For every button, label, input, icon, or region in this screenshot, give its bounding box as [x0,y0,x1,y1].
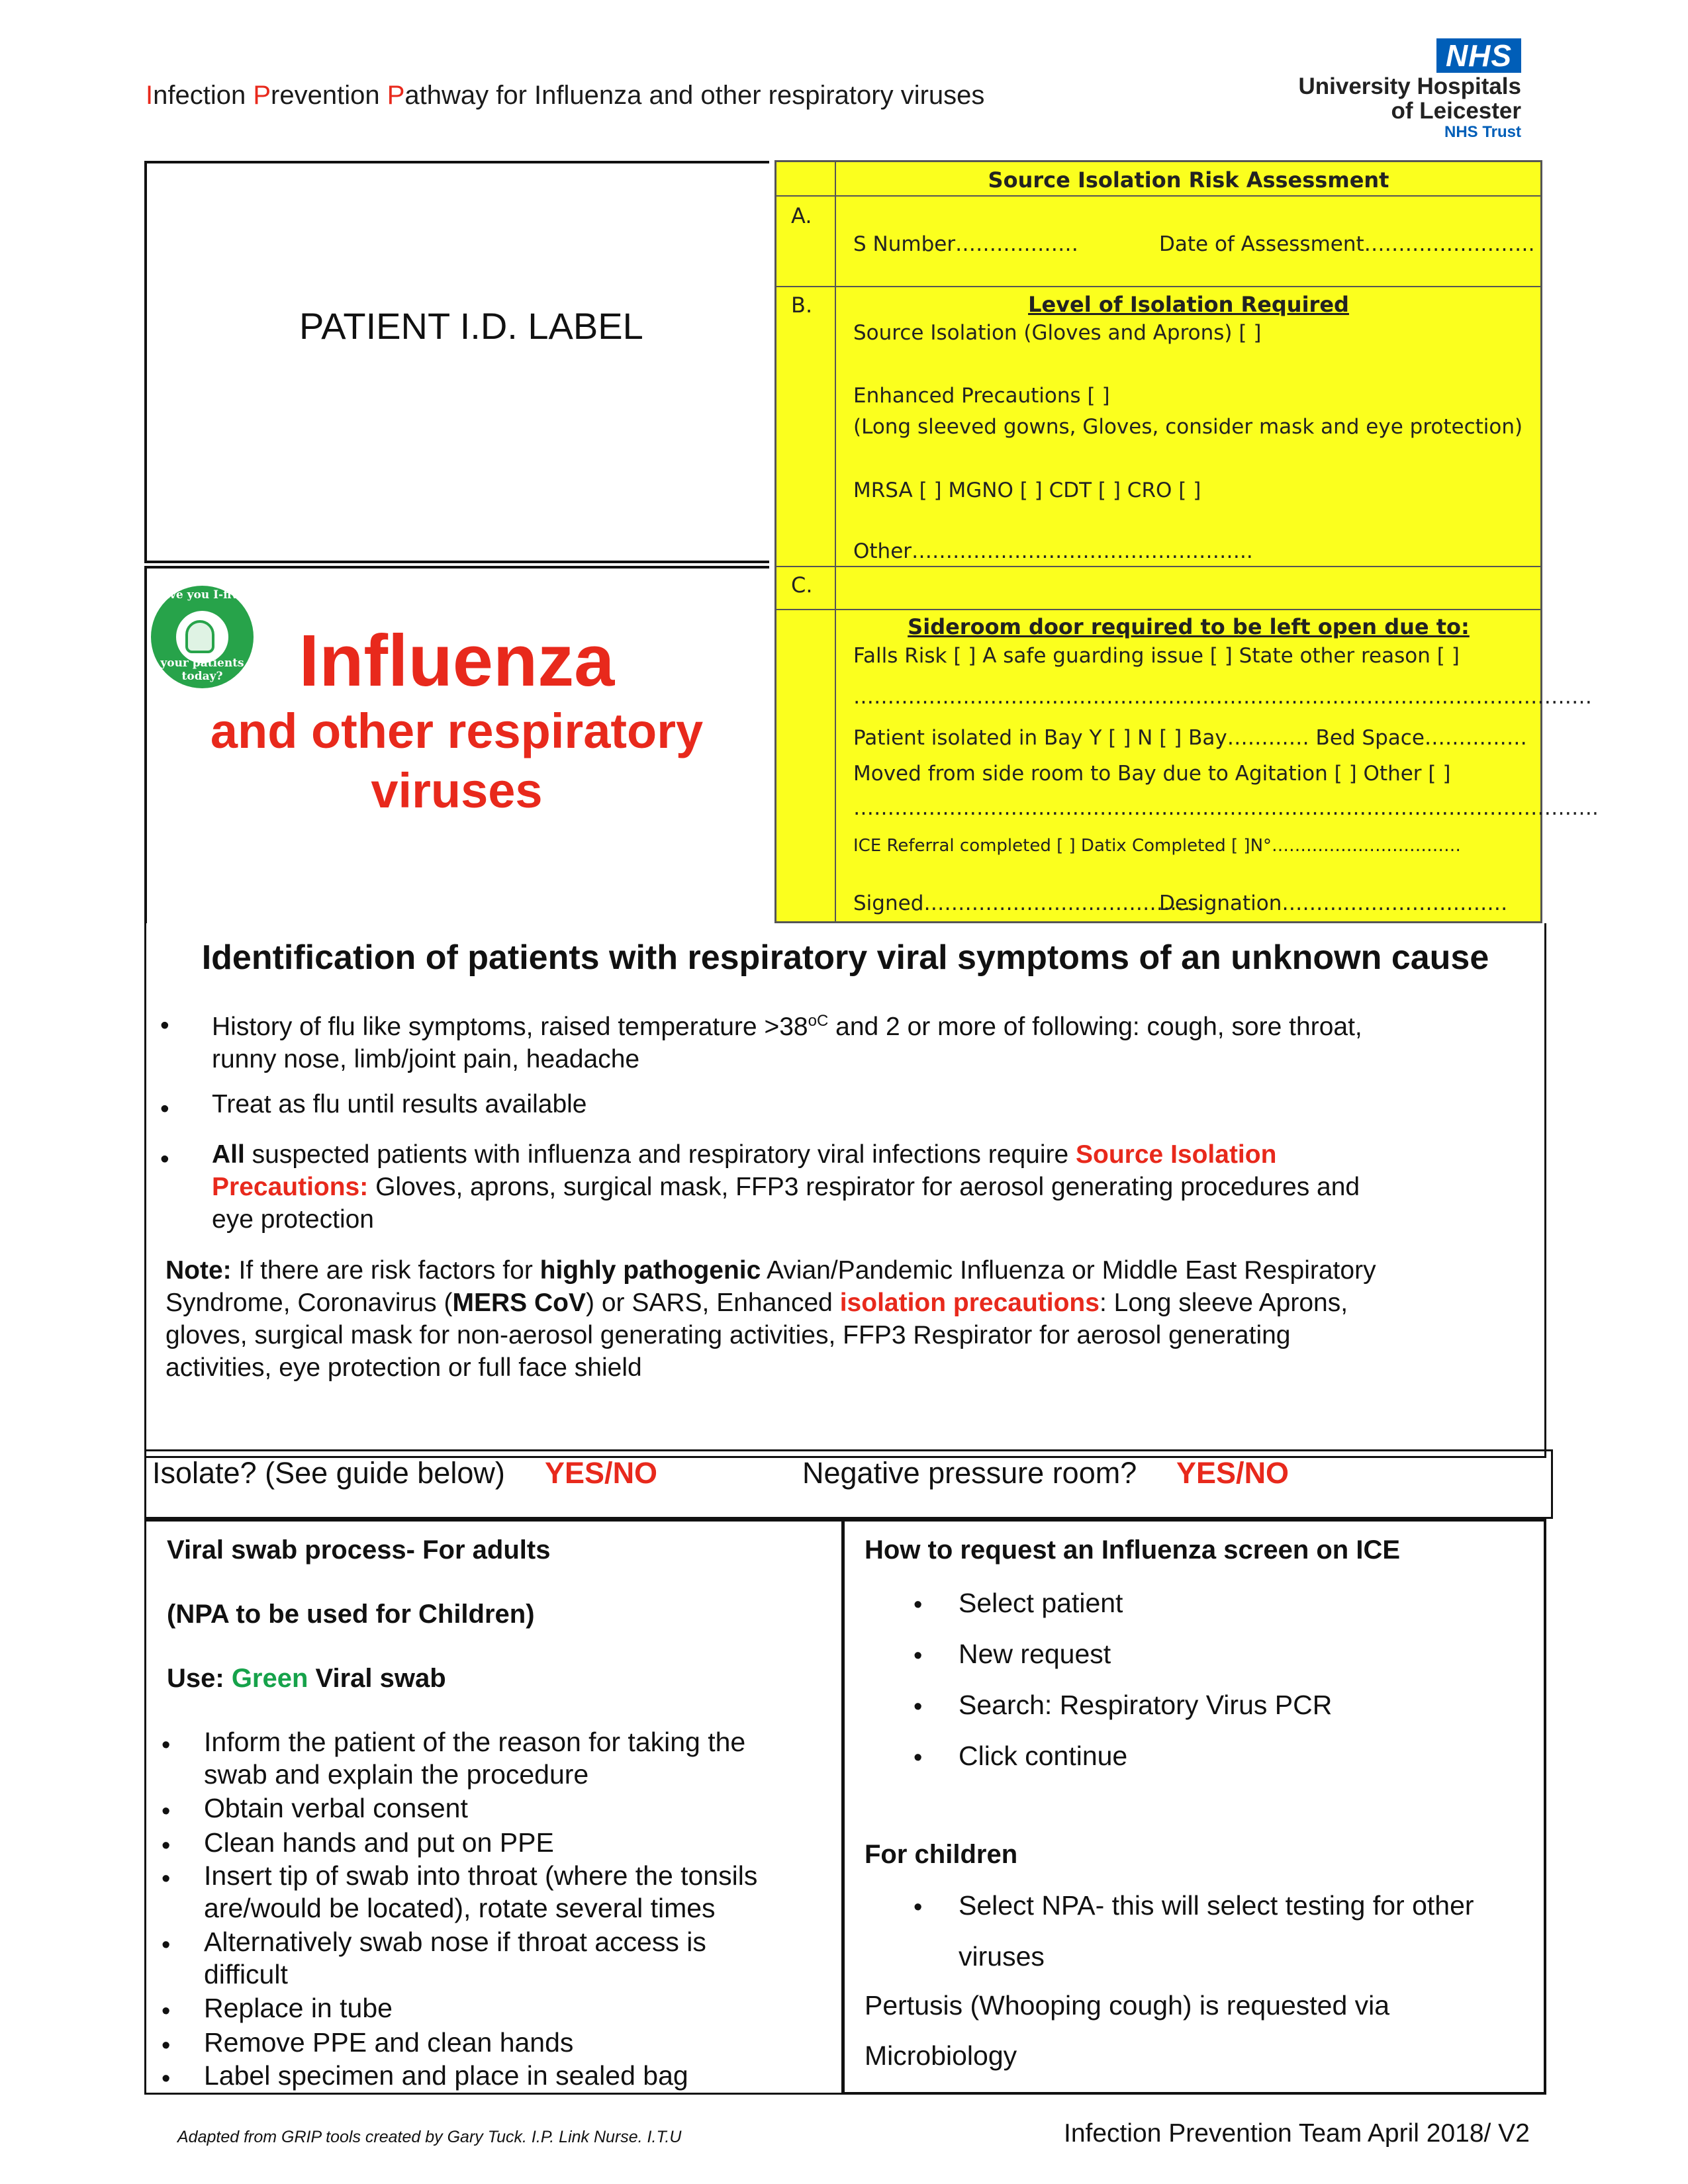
swab-use-line: Use: Green Viral swab [167,1664,446,1693]
nhs-logo: NHS [1436,38,1521,73]
bullet-icon: • [162,1797,171,1825]
swab-step-7: Remove PPE and clean hands [204,2027,574,2058]
bullet-icon: • [162,2065,171,2093]
date-of-assessment-field[interactable]: Date of Assessment……………………. [1159,232,1535,256]
moved-to-bay-checkboxes[interactable]: Moved from side room to Bay due to Agitation [ ] Other [ ] [853,762,1451,786]
sideroom-reasons-checkboxes[interactable]: Falls Risk [ ] A safe guarding issue [ ] State other reason [ ] [853,644,1460,668]
organism-checkboxes[interactable]: MRSA [ ] MGNO [ ] CDT [ ] CRO [ ] [853,478,1201,502]
swab-step-2: Obtain verbal consent [204,1793,468,1823]
hand-hygiene-badge-icon: Have you I-fived your patients today? [151,586,254,688]
bay-isolation-field[interactable]: Patient isolated in Bay Y [ ] N [ ] Bay………… Bed Space…………… [853,726,1527,750]
symptom-history-bullet: History of flu like symptoms, raised temperature $>38^{oC}$ and 2 or more of following: cough, sore throat, runny nose, limb/joint pain, headache [212,1012,1362,1073]
isolate-yes-no[interactable]: YES/NO [545,1456,658,1490]
bullet-icon: • [914,1591,923,1619]
ice-step-4: Click continue [959,1741,1128,1771]
bullet-icon: • [914,1744,923,1772]
moved-dotted-line[interactable]: ………………………………………………………………………………………………. [853,796,1599,820]
pertusis-line-1: Pertusis (Whooping cough) is requested via [865,1990,1390,2021]
pertusis-line-2: Microbiology [865,2040,1017,2071]
patient-id-label: PATIENT I.D. LABEL [299,305,643,347]
swab-step-4: Insert tip of swab into throat (where the tonsils are/would be located), rotate several times [204,1860,758,1923]
source-isolation-checkbox[interactable]: Source Isolation (Gloves and Aprons) [ ] [853,321,1262,345]
bullet-icon: • [162,1731,171,1759]
children-step-1-cont: viruses [959,1941,1045,1972]
isolate-question: Isolate? (See guide below) [152,1456,505,1490]
section-b-label: B. [791,293,813,318]
s-number-field[interactable]: S Number……………… [853,232,1079,256]
bullet-icon: • [160,1011,169,1040]
signed-field[interactable]: Signed………………………………….. [853,891,1204,915]
treat-as-flu-bullet: Treat as flu until results available [212,1090,587,1118]
identification-heading: Identification of patients with respiratory viral symptoms of an unknown cause [201,938,1489,977]
bullet-icon: • [162,2032,171,2060]
section-c-label: C. [791,572,813,598]
ice-datix-checkboxes[interactable]: ICE Referral completed [ ] Datix Completed [ ]N°…………………………… [853,836,1462,856]
bullet-icon: • [914,1893,923,1921]
swab-step-6: Replace in tube [204,1993,393,2023]
children-step-1: Select NPA- this will select testing for other [959,1890,1474,1921]
ice-heading: How to request an Influenza screen on ICE [865,1535,1401,1565]
document-title: Infection Prevention Pathway for Influenza and other respiratory viruses [146,81,985,110]
ice-step-3: Search: Respiratory Virus PCR [959,1690,1333,1720]
influenza-subtitle-1: and other respiratory [210,704,704,758]
swab-step-8: Label specimen and place in sealed bag [204,2060,688,2091]
ice-step-1: Select patient [959,1588,1123,1618]
org-line-1: University Hospitals [1298,73,1521,99]
section-a-label: A. [791,203,812,228]
enhanced-precautions-note: (Long sleeved gowns, Gloves, consider mask and eye protection) [853,415,1523,439]
influenza-title: Influenza [299,620,615,702]
risk-assessment-heading: Source Isolation Risk Assessment [988,167,1389,193]
swab-step-5: Alternatively swab nose if throat access is difficult [204,1927,706,1989]
swab-heading-adults: Viral swab process- For adults [167,1535,551,1565]
bullet-icon: • [162,1931,171,1959]
for-children-heading: For children [865,1840,1018,1869]
footer-version: Infection Prevention Team April 2018/ V2 [1064,2119,1530,2148]
note-paragraph: Note: If there are risk factors for highly pathogenic Avian/Pandemic Influenza or Middle East Respiratory Syndrome, Coronavirus (MERS CoV) or SARS, Enhanced isolation precautions: Long sleeve Aprons, gloves, surgical mask for non-aerosol generating activities, FFP3 Respirator for aerosol generating activities, eye protection or full face shield [165,1256,1376,1382]
negative-pressure-yes-no[interactable]: YES/NO [1176,1456,1289,1490]
enhanced-precautions-checkbox[interactable]: Enhanced Precautions [ ] [853,384,1110,408]
bullet-icon: • [162,1865,171,1893]
bullet-icon: • [914,1642,923,1670]
level-of-isolation-heading: Level of Isolation Required [1028,292,1349,317]
bullet-icon: • [914,1693,923,1721]
swab-step-3: Clean hands and put on PPE [204,1827,554,1858]
sideroom-door-heading: Sideroom door required to be left open due to: [908,614,1470,639]
source-isolation-risk-assessment [774,160,1599,923]
isolation-precautions-bullet: All suspected patients with influenza and respiratory viral infections require Source Isolation Precautions: Gloves, aprons, surgical mask, FFP3 respirator for aerosol generating procedures and eye protection [212,1140,1360,1234]
bullet-icon: • [162,1997,171,2025]
bullet-icon: • [160,1145,169,1173]
designation-field[interactable]: Designation…………………………… [1159,891,1508,915]
bullet-icon: • [160,1095,169,1123]
other-field[interactable]: Other………………………………………….. [853,539,1253,563]
reason-dotted-line[interactable]: ……………………………………………………………………………………………… [853,685,1592,709]
bullet-icon: • [162,1832,171,1860]
patient-label-box [144,161,769,563]
ice-step-2: New request [959,1639,1111,1669]
swab-step-1: Inform the patient of the reason for taking the swab and explain the procedure [204,1727,746,1790]
negative-pressure-question: Negative pressure room? [802,1456,1137,1490]
org-trust: NHS Trust [1444,123,1521,141]
influenza-subtitle-2: viruses [371,763,543,818]
org-line-2: of Leicester [1391,98,1521,124]
swab-heading-children: (NPA to be used for Children) [167,1600,535,1629]
footer-attribution: Adapted from GRIP tools created by Gary Tuck. I.P. Link Nurse. I.T.U [177,2128,682,2146]
organisation-name [1299,74,1522,142]
